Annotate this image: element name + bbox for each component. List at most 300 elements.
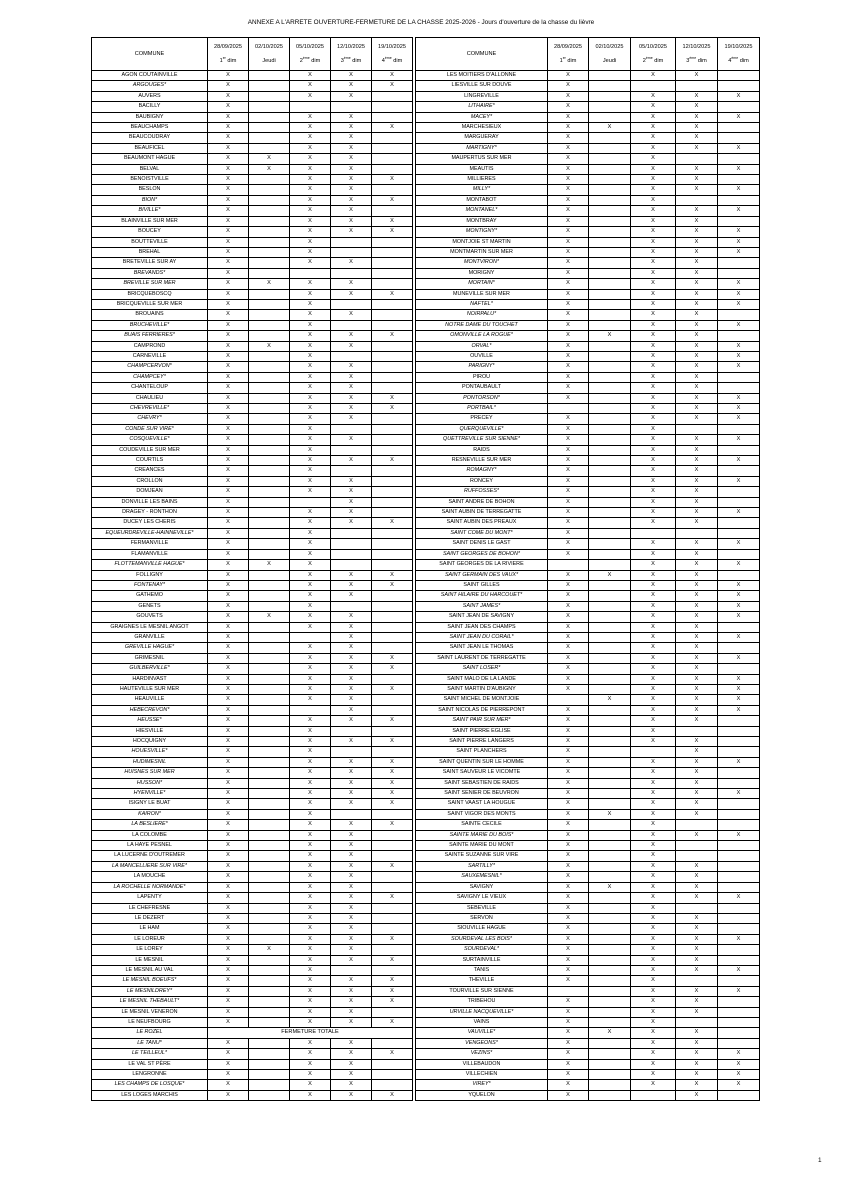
- opening-day-cell: [718, 466, 760, 476]
- table-row: [416, 695, 760, 705]
- opening-day-cell: X: [208, 102, 249, 112]
- commune-name: RESNEVILLE SUR MER: [416, 456, 548, 466]
- commune-name: GOUVETS: [92, 612, 208, 622]
- opening-day-cell: [249, 965, 290, 975]
- table-row: [416, 955, 760, 965]
- table-row: [92, 206, 413, 216]
- opening-day-cell: X: [290, 289, 331, 299]
- opening-day-cell: X: [676, 341, 718, 351]
- opening-day-cell: [718, 570, 760, 580]
- opening-day-cell: X: [372, 1049, 413, 1059]
- opening-day-cell: X: [208, 351, 249, 361]
- opening-day-cell: X: [208, 986, 249, 996]
- opening-day-cell: [372, 414, 413, 424]
- opening-day-cell: X: [372, 653, 413, 663]
- table-row: [416, 549, 760, 559]
- opening-day-cell: X: [631, 1070, 676, 1080]
- opening-day-cell: X: [548, 1070, 589, 1080]
- opening-day-cell: X: [290, 924, 331, 934]
- opening-day-cell: X: [331, 310, 372, 320]
- table-row: [92, 716, 413, 726]
- opening-day-cell: X: [631, 612, 676, 622]
- column-day-label: [589, 54, 630, 66]
- table-row: [92, 81, 413, 91]
- opening-day-cell: [589, 726, 631, 736]
- opening-day-cell: [372, 841, 413, 851]
- opening-day-cell: X: [331, 81, 372, 91]
- table-row: [416, 164, 760, 174]
- opening-day-cell: X: [676, 664, 718, 674]
- opening-day-cell: X: [676, 310, 718, 320]
- table-row: [416, 112, 760, 122]
- opening-day-cell: X: [676, 591, 718, 601]
- commune-name: LE ROZEL: [92, 1028, 208, 1038]
- opening-day-cell: X: [718, 320, 760, 330]
- opening-day-cell: X: [631, 476, 676, 486]
- opening-day-cell: X: [372, 820, 413, 830]
- table-row: [92, 497, 413, 507]
- table-row: [416, 466, 760, 476]
- opening-day-cell: X: [631, 861, 676, 871]
- opening-day-cell: X: [208, 216, 249, 226]
- opening-day-cell: [372, 1038, 413, 1048]
- opening-day-cell: X: [676, 986, 718, 996]
- commune-name: PRECEY: [416, 414, 548, 424]
- opening-day-cell: X: [676, 674, 718, 684]
- opening-day-cell: X: [548, 289, 589, 299]
- opening-day-cell: [249, 404, 290, 414]
- commune-name: LE LOREY: [92, 945, 208, 955]
- opening-day-cell: X: [290, 424, 331, 434]
- opening-day-cell: [589, 476, 631, 486]
- opening-day-cell: [372, 726, 413, 736]
- commune-name: BOUTTEVILLE: [92, 237, 208, 247]
- commune-name: SAINTE MARIE DU MONT: [416, 841, 548, 851]
- table-row: [92, 945, 413, 955]
- opening-day-cell: X: [548, 164, 589, 174]
- date-column-header: [589, 38, 631, 71]
- table-row: [92, 539, 413, 549]
- table-row: [92, 435, 413, 445]
- table-row: [92, 175, 413, 185]
- opening-day-cell: X: [548, 809, 589, 819]
- commune-name: THEVILLE: [416, 976, 548, 986]
- opening-day-cell: X: [718, 653, 760, 663]
- commune-name: SAVIGNY: [416, 882, 548, 892]
- table-body: [416, 71, 760, 1101]
- table-row: [92, 123, 413, 133]
- opening-day-cell: [589, 1049, 631, 1059]
- table-row: [92, 684, 413, 694]
- table-row: [92, 1070, 413, 1080]
- opening-day-cell: X: [631, 414, 676, 424]
- table-row: [416, 497, 760, 507]
- commune-name: FLAMANVILLE: [92, 549, 208, 559]
- opening-day-cell: X: [208, 737, 249, 747]
- table-row: [92, 632, 413, 642]
- opening-day-cell: X: [548, 747, 589, 757]
- opening-day-cell: X: [548, 632, 589, 642]
- opening-day-cell: X: [290, 81, 331, 91]
- opening-day-cell: [589, 424, 631, 434]
- table-row: [92, 965, 413, 975]
- opening-day-cell: X: [372, 289, 413, 299]
- table-row: [92, 247, 413, 257]
- opening-day-cell: X: [331, 487, 372, 497]
- day-label-suffix: dim: [391, 57, 403, 64]
- opening-day-cell: [372, 851, 413, 861]
- table-row: [416, 643, 760, 653]
- day-label-ordinal: ème: [689, 55, 697, 60]
- opening-day-cell: X: [676, 164, 718, 174]
- table-row: [416, 518, 760, 528]
- opening-day-cell: X: [548, 487, 589, 497]
- commune-name: LE LOREUR: [92, 934, 208, 944]
- opening-day-cell: X: [676, 237, 718, 247]
- opening-day-cell: [589, 560, 631, 570]
- table-row: [92, 986, 413, 996]
- opening-day-cell: X: [718, 351, 760, 361]
- opening-day-cell: [718, 1038, 760, 1048]
- opening-day-cell: X: [290, 653, 331, 663]
- opening-day-cell: X: [331, 622, 372, 632]
- opening-day-cell: X: [548, 851, 589, 861]
- table-row: [416, 237, 760, 247]
- commune-name: VENGEONS*: [416, 1038, 548, 1048]
- opening-day-cell: X: [208, 757, 249, 767]
- opening-day-cell: [372, 601, 413, 611]
- commune-name: HUISNES SUR MER: [92, 768, 208, 778]
- opening-day-cell: X: [676, 497, 718, 507]
- opening-day-cell: X: [548, 81, 589, 91]
- opening-day-cell: X: [548, 424, 589, 434]
- table-row: [92, 757, 413, 767]
- opening-day-cell: X: [331, 820, 372, 830]
- opening-day-cell: X: [676, 789, 718, 799]
- opening-day-cell: [676, 528, 718, 538]
- opening-day-cell: X: [676, 185, 718, 195]
- opening-day-cell: X: [290, 185, 331, 195]
- opening-day-cell: X: [208, 435, 249, 445]
- opening-day-cell: [249, 841, 290, 851]
- opening-day-cell: X: [676, 102, 718, 112]
- opening-day-cell: X: [331, 591, 372, 601]
- opening-day-cell: X: [548, 154, 589, 164]
- opening-day-cell: X: [631, 778, 676, 788]
- opening-day-cell: X: [676, 227, 718, 237]
- opening-day-cell: X: [249, 945, 290, 955]
- opening-day-cell: X: [631, 154, 676, 164]
- day-label-ordinal: ème: [343, 55, 351, 60]
- opening-day-cell: X: [631, 684, 676, 694]
- table-row: [416, 487, 760, 497]
- opening-day-cell: X: [290, 622, 331, 632]
- table-row: [416, 91, 760, 101]
- opening-day-cell: [589, 154, 631, 164]
- opening-day-cell: X: [290, 154, 331, 164]
- opening-day-cell: X: [548, 112, 589, 122]
- opening-day-cell: [589, 216, 631, 226]
- opening-day-cell: [718, 882, 760, 892]
- opening-day-cell: X: [290, 570, 331, 580]
- opening-day-cell: X: [331, 1017, 372, 1027]
- opening-day-cell: [589, 580, 631, 590]
- opening-day-cell: X: [208, 1059, 249, 1069]
- opening-day-cell: X: [676, 372, 718, 382]
- opening-day-cell: [249, 643, 290, 653]
- opening-day-cell: X: [548, 310, 589, 320]
- opening-day-cell: X: [676, 653, 718, 663]
- opening-day-cell: X: [548, 1059, 589, 1069]
- opening-day-cell: X: [290, 882, 331, 892]
- opening-day-cell: X: [372, 664, 413, 674]
- opening-day-cell: X: [548, 716, 589, 726]
- opening-day-cell: X: [676, 778, 718, 788]
- opening-day-cell: [631, 1090, 676, 1100]
- opening-day-cell: X: [331, 830, 372, 840]
- opening-day-cell: [331, 549, 372, 559]
- opening-day-cell: X: [331, 185, 372, 195]
- opening-day-cell: [249, 351, 290, 361]
- table-row: [416, 570, 760, 580]
- day-label-main: 1: [219, 57, 223, 64]
- opening-day-cell: X: [548, 414, 589, 424]
- table-row: [92, 861, 413, 871]
- day-label-ordinal: ème: [384, 55, 392, 60]
- opening-day-cell: X: [331, 976, 372, 986]
- opening-day-cell: X: [631, 372, 676, 382]
- commune-name: MONTMARTIN SUR MER: [416, 247, 548, 257]
- table-row: [416, 81, 760, 91]
- opening-day-cell: [249, 185, 290, 195]
- opening-day-cell: X: [208, 320, 249, 330]
- opening-day-cell: X: [208, 383, 249, 393]
- opening-day-cell: X: [676, 1080, 718, 1090]
- opening-day-cell: [589, 851, 631, 861]
- opening-day-cell: X: [676, 393, 718, 403]
- table-row: [92, 341, 413, 351]
- opening-day-cell: [249, 372, 290, 382]
- opening-day-cell: [589, 632, 631, 642]
- opening-day-cell: X: [331, 362, 372, 372]
- opening-day-cell: X: [676, 924, 718, 934]
- opening-day-cell: [290, 268, 331, 278]
- commune-name: PONTAUBAULT: [416, 383, 548, 393]
- opening-day-cell: X: [631, 341, 676, 351]
- table-row: [416, 508, 760, 518]
- commune-name: SAINT PLANCHERS: [416, 747, 548, 757]
- opening-day-cell: [372, 539, 413, 549]
- opening-day-cell: [249, 143, 290, 153]
- opening-day-cell: [249, 133, 290, 143]
- opening-day-cell: X: [676, 123, 718, 133]
- commune-name: SAINT AUBIN DE TERREGATTE: [416, 508, 548, 518]
- commune-name: BROUAINS: [92, 310, 208, 320]
- commune-name: HYENVILLE*: [92, 789, 208, 799]
- opening-day-cell: [331, 424, 372, 434]
- communes-table-left: [91, 37, 413, 1101]
- table-row: [416, 1028, 760, 1038]
- opening-day-cell: [718, 768, 760, 778]
- opening-day-cell: [589, 684, 631, 694]
- opening-day-cell: [372, 435, 413, 445]
- commune-name: MONTJOIE ST MARTIN: [416, 237, 548, 247]
- commune-name: SAINT HILAIRE DU HARCOUET*: [416, 591, 548, 601]
- opening-day-cell: X: [208, 695, 249, 705]
- opening-day-cell: X: [631, 591, 676, 601]
- opening-day-cell: X: [331, 789, 372, 799]
- opening-day-cell: X: [718, 986, 760, 996]
- opening-day-cell: X: [208, 778, 249, 788]
- opening-day-cell: X: [718, 476, 760, 486]
- opening-day-cell: X: [208, 997, 249, 1007]
- commune-name: HEBECREVON*: [92, 705, 208, 715]
- opening-day-cell: [718, 216, 760, 226]
- table-row: [416, 206, 760, 216]
- opening-day-cell: X: [331, 570, 372, 580]
- opening-day-cell: X: [676, 1070, 718, 1080]
- commune-name: SAINT JEAN LE THOMAS: [416, 643, 548, 653]
- commune-name: LES LOGES MARCHIS: [92, 1090, 208, 1100]
- opening-day-cell: X: [208, 591, 249, 601]
- opening-day-cell: [718, 809, 760, 819]
- table-row: [92, 1059, 413, 1069]
- table-row: [416, 809, 760, 819]
- opening-day-cell: [589, 789, 631, 799]
- commune-name: PARIGNY*: [416, 362, 548, 372]
- commune-name: SAINT PAIR SUR MER*: [416, 716, 548, 726]
- opening-day-cell: X: [548, 913, 589, 923]
- opening-day-cell: X: [676, 91, 718, 101]
- opening-day-cell: X: [589, 809, 631, 819]
- table-row: [92, 695, 413, 705]
- opening-day-cell: X: [548, 445, 589, 455]
- opening-day-cell: X: [208, 195, 249, 205]
- opening-day-cell: X: [331, 934, 372, 944]
- table-row: [92, 976, 413, 986]
- opening-day-cell: X: [331, 383, 372, 393]
- column-date: 02/10/2025: [595, 43, 624, 50]
- opening-day-cell: [589, 372, 631, 382]
- opening-day-cell: X: [548, 757, 589, 767]
- commune-name: SAINT GEORGES DE BOHON*: [416, 549, 548, 559]
- commune-name: LE DEZERT: [92, 913, 208, 923]
- table-header: [92, 38, 413, 71]
- opening-day-cell: [249, 664, 290, 674]
- opening-day-cell: X: [631, 653, 676, 663]
- opening-day-cell: X: [208, 809, 249, 819]
- date-column-header: [249, 38, 290, 71]
- commune-name: HEUSSE*: [92, 716, 208, 726]
- opening-day-cell: X: [290, 1090, 331, 1100]
- opening-day-cell: X: [548, 570, 589, 580]
- commune-name: LE NEUFBOURG: [92, 1017, 208, 1027]
- opening-day-cell: [249, 882, 290, 892]
- opening-day-cell: X: [676, 383, 718, 393]
- day-label-main: 4: [381, 57, 385, 64]
- opening-day-cell: [676, 154, 718, 164]
- opening-day-cell: [589, 612, 631, 622]
- opening-day-cell: X: [290, 976, 331, 986]
- opening-day-cell: X: [631, 185, 676, 195]
- opening-day-cell: X: [631, 195, 676, 205]
- opening-day-cell: [331, 809, 372, 819]
- opening-day-cell: [589, 404, 631, 414]
- opening-day-cell: [249, 705, 290, 715]
- opening-day-cell: X: [208, 206, 249, 216]
- commune-name: SAINT JEAN DE SAVIGNY: [416, 612, 548, 622]
- opening-day-cell: X: [331, 1049, 372, 1059]
- opening-day-cell: X: [331, 695, 372, 705]
- table-row: [416, 913, 760, 923]
- table-row: [92, 476, 413, 486]
- table-row: [92, 362, 413, 372]
- opening-day-cell: [249, 820, 290, 830]
- opening-day-cell: X: [676, 1038, 718, 1048]
- commune-column-header: COMMUNE: [92, 38, 208, 71]
- day-label-main: 2: [299, 57, 303, 64]
- table-row: [92, 268, 413, 278]
- opening-day-cell: X: [290, 279, 331, 289]
- opening-day-cell: [589, 102, 631, 112]
- opening-day-cell: [718, 851, 760, 861]
- opening-day-cell: [589, 664, 631, 674]
- table-row: [92, 487, 413, 497]
- opening-day-cell: [589, 872, 631, 882]
- opening-day-cell: X: [290, 1017, 331, 1027]
- commune-name: BRUCHEVILLE*: [92, 320, 208, 330]
- table-row: [92, 71, 413, 81]
- opening-day-cell: [372, 882, 413, 892]
- opening-day-cell: X: [331, 861, 372, 871]
- opening-day-cell: [589, 716, 631, 726]
- opening-day-cell: X: [676, 247, 718, 257]
- opening-day-cell: X: [718, 435, 760, 445]
- opening-day-cell: X: [631, 123, 676, 133]
- commune-name: LITHAIRE*: [416, 102, 548, 112]
- table-row: [92, 549, 413, 559]
- opening-day-cell: X: [548, 247, 589, 257]
- opening-day-cell: [249, 237, 290, 247]
- commune-name: BENOISTVILLE: [92, 175, 208, 185]
- table-row: [92, 414, 413, 424]
- opening-day-cell: X: [372, 997, 413, 1007]
- opening-day-cell: X: [290, 1007, 331, 1017]
- opening-day-cell: X: [676, 632, 718, 642]
- table-row: [92, 851, 413, 861]
- opening-day-cell: X: [676, 466, 718, 476]
- opening-day-cell: X: [208, 1070, 249, 1080]
- opening-day-cell: X: [372, 216, 413, 226]
- opening-day-cell: [718, 799, 760, 809]
- opening-day-cell: X: [631, 258, 676, 268]
- opening-day-cell: [372, 164, 413, 174]
- table-row: [92, 799, 413, 809]
- opening-day-cell: X: [631, 997, 676, 1007]
- commune-name: MONTVIRON*: [416, 258, 548, 268]
- day-label-main: Jeudi: [262, 57, 276, 64]
- opening-day-cell: X: [331, 997, 372, 1007]
- opening-day-cell: X: [548, 830, 589, 840]
- opening-day-cell: [249, 299, 290, 309]
- opening-day-cell: X: [631, 1038, 676, 1048]
- opening-day-cell: X: [290, 258, 331, 268]
- opening-day-cell: [249, 112, 290, 122]
- opening-day-cell: X: [331, 799, 372, 809]
- opening-day-cell: X: [290, 986, 331, 996]
- opening-day-cell: X: [631, 643, 676, 653]
- opening-day-cell: X: [631, 435, 676, 445]
